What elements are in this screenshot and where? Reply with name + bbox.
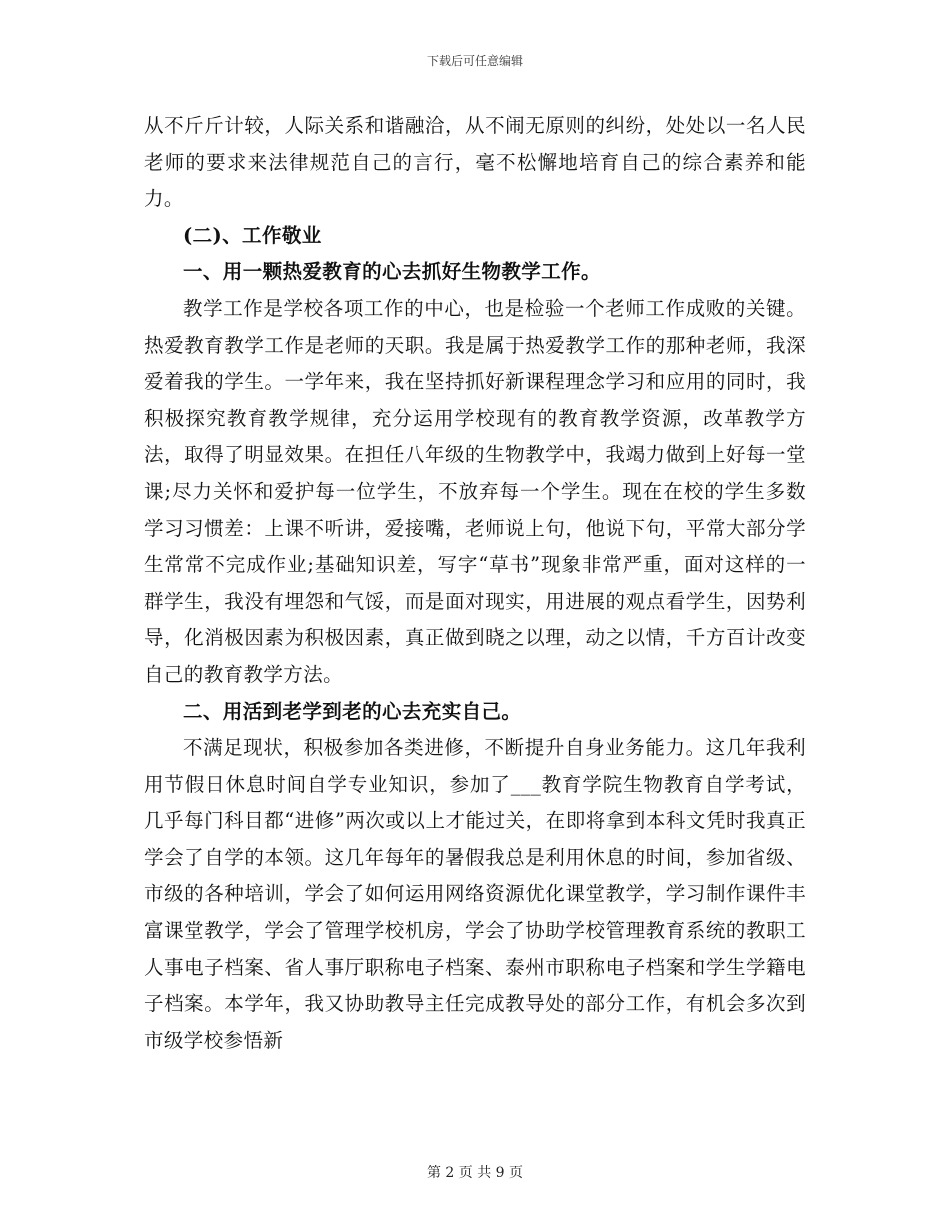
page-number: 第 2 页 共 9 页 (426, 1165, 524, 1181)
document-body (144, 108, 806, 1059)
paragraph-continuation: 从不斤斤计较，人际关系和谐融洽，从不闹无原则的纠纷，处处以一名人民老师的要求来法律规范自己的言行，毫不松懈地培育自己的综合素养和能力。 (144, 114, 806, 211)
subheading-lifelong-learning: 二、用活到老学到老的心去充实自己。 (183, 699, 522, 723)
section-heading-work-dedication: (二)、工作敬业 (183, 223, 322, 247)
subheading-biology-teaching: 一、用一颗热爱教育的心去抓好生物教学工作。 (183, 260, 601, 284)
page-header: 下载后可任意编辑 (426, 54, 523, 68)
paragraph-self-improvement: 不满足现状，积极参加各类进修，不断提升自身业务能力。这几年我利用节假日休息时间自学专业知识，参加了___教育学院生物教育自学考试，几乎每门科目都“进修”两次或以上才能过关，在即将拿到本科文凭时我真正学会了自学的本领。这几年每年的暑假我总是利用休息的时间，参加省级、市级的各种培训，学会了如何运用网络资源优化课堂教学，学习制作课件丰富课堂教学，学会了管理学校机房，学会了协助学校管理教育系统的教职工人事电子档案、省人事厅职称电子档案、泰州市职称电子档案和学生学籍电子档案。本学年，我又协助教导主任完成教导处的部分工作，有机会多次到市级学校参悟新 (144, 736, 806, 1052)
paragraph-teaching-work: 教学工作是学校各项工作的中心，也是检验一个老师工作成败的关键。热爱教育教学工作是老师的天职。我是属于热爱教学工作的那种老师，我深爱着我的学生。一学年来，我在坚持抓好新课程理念学习和应用的同时，我积极探究教育教学规律，充分运用学校现有的教育教学资源，改革教学方法，取得了明显效果。在担任八年级的生物教学中，我竭力做到上好每一堂课;尽力关怀和爱护每一位学生，不放弃每一个学生。现在在校的学生多数学习习惯差：上课不听讲，爱接嘴，老师说上句，他说下句，平常大部分学生常常不完成作业;基础知识差，写字“草书”现象非常严重，面对这样的一群学生，我没有埋怨和气馁，而是面对现实，用进展的观点看学生，因势利导，化消极因素为积极因素，真正做到晓之以理，动之以情，千方百计改变自己的教育教学方法。 (144, 296, 806, 686)
